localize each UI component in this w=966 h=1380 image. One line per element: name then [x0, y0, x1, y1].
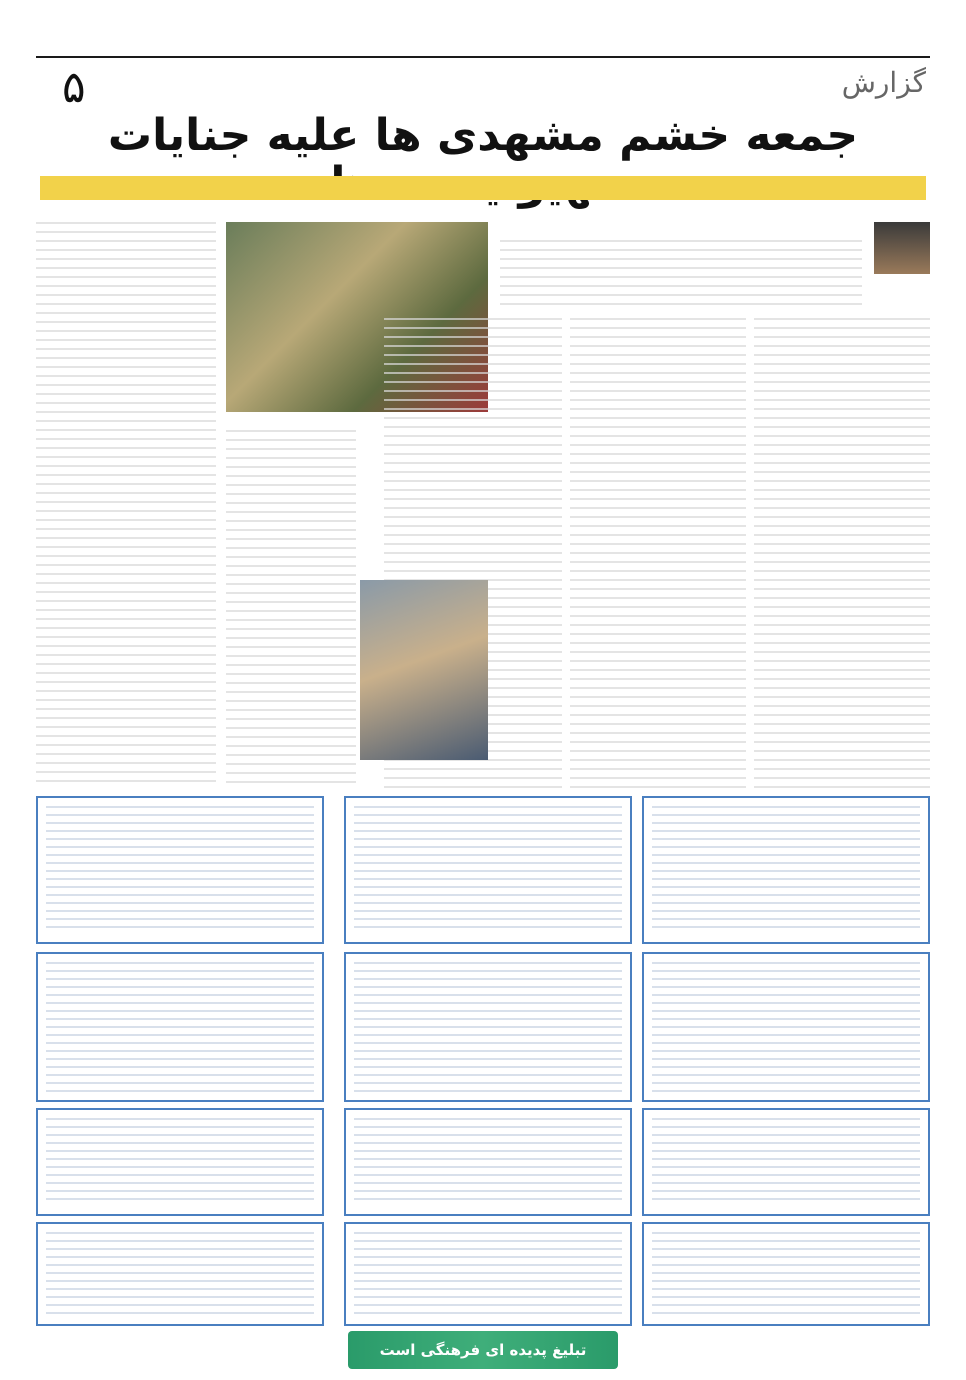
author-avatar	[874, 222, 930, 274]
legal-notice	[36, 1222, 324, 1326]
legal-notice	[36, 952, 324, 1102]
legal-notice	[642, 952, 930, 1102]
legal-notice	[344, 952, 632, 1102]
legal-notice	[344, 1108, 632, 1216]
footer-banner-label: تبلیغ پدیده ای فرهنگی است	[379, 1341, 587, 1359]
legal-notice	[36, 796, 324, 944]
legal-notice	[642, 1108, 930, 1216]
article-lede	[500, 240, 862, 310]
article-column-5	[36, 222, 216, 788]
article-column-2	[570, 318, 746, 788]
page-number: ۵	[62, 62, 86, 113]
article-column-4	[226, 430, 356, 788]
article-column-1	[754, 318, 930, 788]
article-headline: جمعه خشم مشهدی ها علیه جنایات	[107, 110, 859, 161]
legal-notice	[36, 1108, 324, 1216]
article-photo-secondary	[360, 580, 488, 760]
footer-banner	[348, 1331, 618, 1369]
section-title: گزارش	[841, 66, 926, 99]
legal-notice	[344, 1222, 632, 1326]
masthead-rule	[36, 56, 930, 58]
article-deck	[40, 176, 926, 200]
legal-notice	[642, 796, 930, 944]
legal-notice	[344, 796, 632, 944]
legal-notice	[642, 1222, 930, 1326]
